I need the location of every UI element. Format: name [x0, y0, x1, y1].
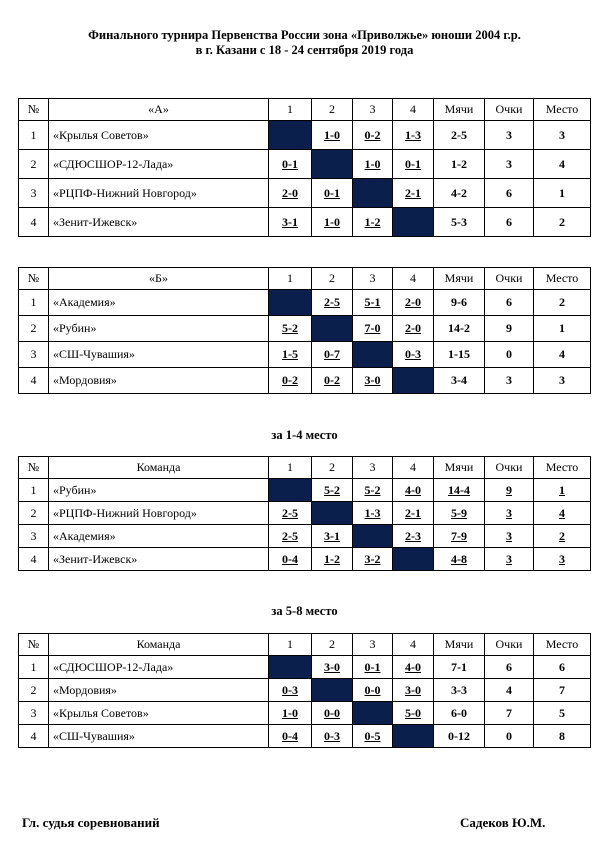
points-cell: 6 [485, 656, 534, 679]
score-cell: 1-0 [269, 702, 312, 725]
score-cell: 0-3 [393, 342, 434, 368]
score-cell: 2-1 [393, 502, 434, 525]
header-col-3: 3 [353, 268, 393, 290]
goals-cell: 7-9 [434, 525, 485, 548]
table-row [19, 368, 591, 394]
table-row [19, 502, 591, 525]
score-cell: 1-0 [312, 208, 353, 237]
row-num: 2 [19, 150, 49, 179]
diagonal-cell [269, 121, 312, 150]
points-cell: 3 [485, 150, 534, 179]
group-b-title: «Б» [49, 268, 269, 290]
header-place: Место [534, 268, 591, 290]
team-name: «Крылья Советов» [49, 121, 269, 150]
header-col-4: 4 [393, 99, 434, 121]
diagonal-cell [312, 679, 353, 702]
points-cell: 6 [485, 179, 534, 208]
place-cell: 2 [534, 290, 591, 316]
row-num: 4 [19, 208, 49, 237]
score-cell: 2-0 [269, 179, 312, 208]
diagonal-cell [269, 290, 312, 316]
document-title: Финального турнира Первенства России зона «Приволжье» юноши 2004 г.р. [88, 28, 521, 42]
header-points: Очки [485, 268, 534, 290]
score-cell: 5-1 [353, 290, 393, 316]
place-cell: 2 [534, 208, 591, 237]
points-cell: 9 [485, 316, 534, 342]
team-name: «РЦПФ-Нижний Новгород» [49, 502, 269, 525]
row-num: 4 [19, 548, 49, 571]
chief-referee-name: Садеков Ю.М. [460, 815, 546, 830]
score-cell: 2-5 [269, 525, 312, 548]
score-cell: 5-2 [353, 479, 393, 502]
goals-cell: 0-12 [434, 725, 485, 748]
score-cell: 5-2 [269, 316, 312, 342]
header-points: Очки [485, 634, 534, 656]
points-cell: 7 [485, 702, 534, 725]
place-cell: 5 [534, 702, 591, 725]
header-col-4: 4 [393, 268, 434, 290]
points-cell: 4 [485, 679, 534, 702]
score-cell: 3-1 [269, 208, 312, 237]
place-cell: 1 [534, 316, 591, 342]
header-place: Место [534, 99, 591, 121]
diagonal-cell [312, 150, 353, 179]
points-cell: 9 [485, 479, 534, 502]
table-row [19, 525, 591, 548]
points-cell: 3 [485, 525, 534, 548]
score-cell: 0-1 [269, 150, 312, 179]
diagonal-cell [393, 208, 434, 237]
place-cell: 1 [534, 179, 591, 208]
diagonal-cell [269, 479, 312, 502]
header-num: № [19, 457, 49, 479]
score-cell: 2-5 [269, 502, 312, 525]
team-name: «Академия» [49, 290, 269, 316]
score-cell: 0-1 [353, 656, 393, 679]
header-points: Очки [485, 457, 534, 479]
team-name: «Мордовия» [49, 368, 269, 394]
final-1-4-table [18, 456, 591, 571]
header-goals: Мячи [434, 268, 485, 290]
goals-cell: 5-3 [434, 208, 485, 237]
row-num: 1 [19, 479, 49, 502]
final-5-8-caption: за 5-8 место [271, 604, 338, 618]
header-goals: Мячи [434, 634, 485, 656]
row-num: 2 [19, 679, 49, 702]
goals-cell: 3-4 [434, 368, 485, 394]
score-cell: 2-3 [393, 525, 434, 548]
goals-cell: 6-0 [434, 702, 485, 725]
place-cell: 2 [534, 525, 591, 548]
goals-cell: 14-2 [434, 316, 485, 342]
diagonal-cell [312, 502, 353, 525]
score-cell: 0-0 [353, 679, 393, 702]
header-col-3: 3 [353, 457, 393, 479]
team-name: «Зенит-Ижевск» [49, 548, 269, 571]
table-row [19, 208, 591, 237]
header-points: Очки [485, 99, 534, 121]
score-cell: 0-3 [312, 725, 353, 748]
table-row [19, 121, 591, 150]
goals-cell: 1-2 [434, 150, 485, 179]
header-col-4: 4 [393, 634, 434, 656]
header-num: № [19, 634, 49, 656]
goals-cell: 3-3 [434, 679, 485, 702]
score-cell: 3-1 [312, 525, 353, 548]
header-team: Команда [49, 457, 269, 479]
row-num: 2 [19, 316, 49, 342]
header-place: Место [534, 634, 591, 656]
points-cell: 3 [485, 121, 534, 150]
score-cell: 1-0 [353, 150, 393, 179]
final-5-8-table [18, 633, 591, 748]
table-row [19, 702, 591, 725]
diagonal-cell [312, 316, 353, 342]
place-cell: 1 [534, 479, 591, 502]
score-cell: 1-0 [312, 121, 353, 150]
row-num: 4 [19, 368, 49, 394]
team-name: «РЦПФ-Нижний Новгород» [49, 179, 269, 208]
header-col-2: 2 [312, 634, 353, 656]
team-name: «Академия» [49, 525, 269, 548]
header-goals: Мячи [434, 457, 485, 479]
place-cell: 4 [534, 502, 591, 525]
score-cell: 0-4 [269, 548, 312, 571]
header-col-1: 1 [269, 634, 312, 656]
team-name: «СДЮСШОР-12-Лада» [49, 150, 269, 179]
group-b-table [18, 267, 591, 394]
score-cell: 2-1 [393, 179, 434, 208]
diagonal-cell [353, 525, 393, 548]
points-cell: 0 [485, 342, 534, 368]
row-num: 3 [19, 179, 49, 208]
score-cell: 1-3 [353, 502, 393, 525]
row-num: 2 [19, 502, 49, 525]
table-header-row [19, 99, 591, 121]
score-cell: 7-0 [353, 316, 393, 342]
header-col-2: 2 [312, 268, 353, 290]
header-num: № [19, 99, 49, 121]
header-col-1: 1 [269, 268, 312, 290]
header-col-3: 3 [353, 99, 393, 121]
place-cell: 3 [534, 121, 591, 150]
goals-cell: 4-8 [434, 548, 485, 571]
score-cell: 0-7 [312, 342, 353, 368]
score-cell: 0-5 [353, 725, 393, 748]
team-name: «СШ-Чувашия» [49, 342, 269, 368]
document-subtitle: в г. Казани с 18 - 24 сентября 2019 года [195, 43, 414, 57]
score-cell: 0-4 [269, 725, 312, 748]
score-cell: 2-5 [312, 290, 353, 316]
goals-cell: 2-5 [434, 121, 485, 150]
team-name: «СШ-Чувашия» [49, 725, 269, 748]
header-col-1: 1 [269, 457, 312, 479]
row-num: 1 [19, 656, 49, 679]
chief-referee-label: Гл. судья соревнований [22, 815, 160, 830]
score-cell: 2-0 [393, 290, 434, 316]
score-cell: 0-3 [269, 679, 312, 702]
goals-cell: 1-15 [434, 342, 485, 368]
table-row [19, 548, 591, 571]
place-cell: 4 [534, 342, 591, 368]
table-header-row [19, 268, 591, 290]
header-col-2: 2 [312, 457, 353, 479]
row-num: 3 [19, 702, 49, 725]
score-cell: 1-5 [269, 342, 312, 368]
table-row [19, 479, 591, 502]
score-cell: 2-0 [393, 316, 434, 342]
group-a-table [18, 98, 591, 237]
table-row [19, 316, 591, 342]
score-cell: 3-0 [393, 679, 434, 702]
row-num: 1 [19, 290, 49, 316]
header-goals: Мячи [434, 99, 485, 121]
score-cell: 4-0 [393, 479, 434, 502]
table-row [19, 150, 591, 179]
table-row [19, 179, 591, 208]
points-cell: 6 [485, 290, 534, 316]
points-cell: 0 [485, 725, 534, 748]
row-num: 1 [19, 121, 49, 150]
place-cell: 3 [534, 548, 591, 571]
diagonal-cell [353, 342, 393, 368]
score-cell: 3-2 [353, 548, 393, 571]
header-place: Место [534, 457, 591, 479]
header-col-1: 1 [269, 99, 312, 121]
place-cell: 4 [534, 150, 591, 179]
diagonal-cell [393, 725, 434, 748]
diagonal-cell [393, 368, 434, 394]
row-num: 3 [19, 525, 49, 548]
team-name: «Рубин» [49, 316, 269, 342]
final-1-4-caption: за 1-4 место [271, 428, 338, 442]
team-name: «Зенит-Ижевск» [49, 208, 269, 237]
header-num: № [19, 268, 49, 290]
score-cell: 1-2 [353, 208, 393, 237]
place-cell: 3 [534, 368, 591, 394]
header-col-3: 3 [353, 634, 393, 656]
score-cell: 4-0 [393, 656, 434, 679]
header-col-4: 4 [393, 457, 434, 479]
goals-cell: 7-1 [434, 656, 485, 679]
score-cell: 0-0 [312, 702, 353, 725]
score-cell: 1-2 [312, 548, 353, 571]
points-cell: 3 [485, 548, 534, 571]
score-cell: 0-2 [353, 121, 393, 150]
points-cell: 6 [485, 208, 534, 237]
team-name: «Рубин» [49, 479, 269, 502]
diagonal-cell [353, 179, 393, 208]
score-cell: 5-2 [312, 479, 353, 502]
team-name: «Крылья Советов» [49, 702, 269, 725]
goals-cell: 9-6 [434, 290, 485, 316]
table-row [19, 679, 591, 702]
table-row [19, 725, 591, 748]
goals-cell: 14-4 [434, 479, 485, 502]
row-num: 4 [19, 725, 49, 748]
score-cell: 3-0 [312, 656, 353, 679]
score-cell: 0-1 [393, 150, 434, 179]
header-team: Команда [49, 634, 269, 656]
team-name: «СДЮСШОР-12-Лада» [49, 656, 269, 679]
table-header-row [19, 457, 591, 479]
score-cell: 1-3 [393, 121, 434, 150]
place-cell: 8 [534, 725, 591, 748]
table-row [19, 342, 591, 368]
place-cell: 6 [534, 656, 591, 679]
goals-cell: 5-9 [434, 502, 485, 525]
score-cell: 0-1 [312, 179, 353, 208]
goals-cell: 4-2 [434, 179, 485, 208]
header-col-2: 2 [312, 99, 353, 121]
score-cell: 5-0 [393, 702, 434, 725]
table-row [19, 290, 591, 316]
row-num: 3 [19, 342, 49, 368]
diagonal-cell [353, 702, 393, 725]
score-cell: 0-2 [269, 368, 312, 394]
table-row [19, 656, 591, 679]
diagonal-cell [269, 656, 312, 679]
place-cell: 7 [534, 679, 591, 702]
team-name: «Мордовия» [49, 679, 269, 702]
points-cell: 3 [485, 368, 534, 394]
score-cell: 0-2 [312, 368, 353, 394]
score-cell: 3-0 [353, 368, 393, 394]
table-header-row [19, 634, 591, 656]
diagonal-cell [393, 548, 434, 571]
points-cell: 3 [485, 502, 534, 525]
group-a-title: «А» [49, 99, 269, 121]
